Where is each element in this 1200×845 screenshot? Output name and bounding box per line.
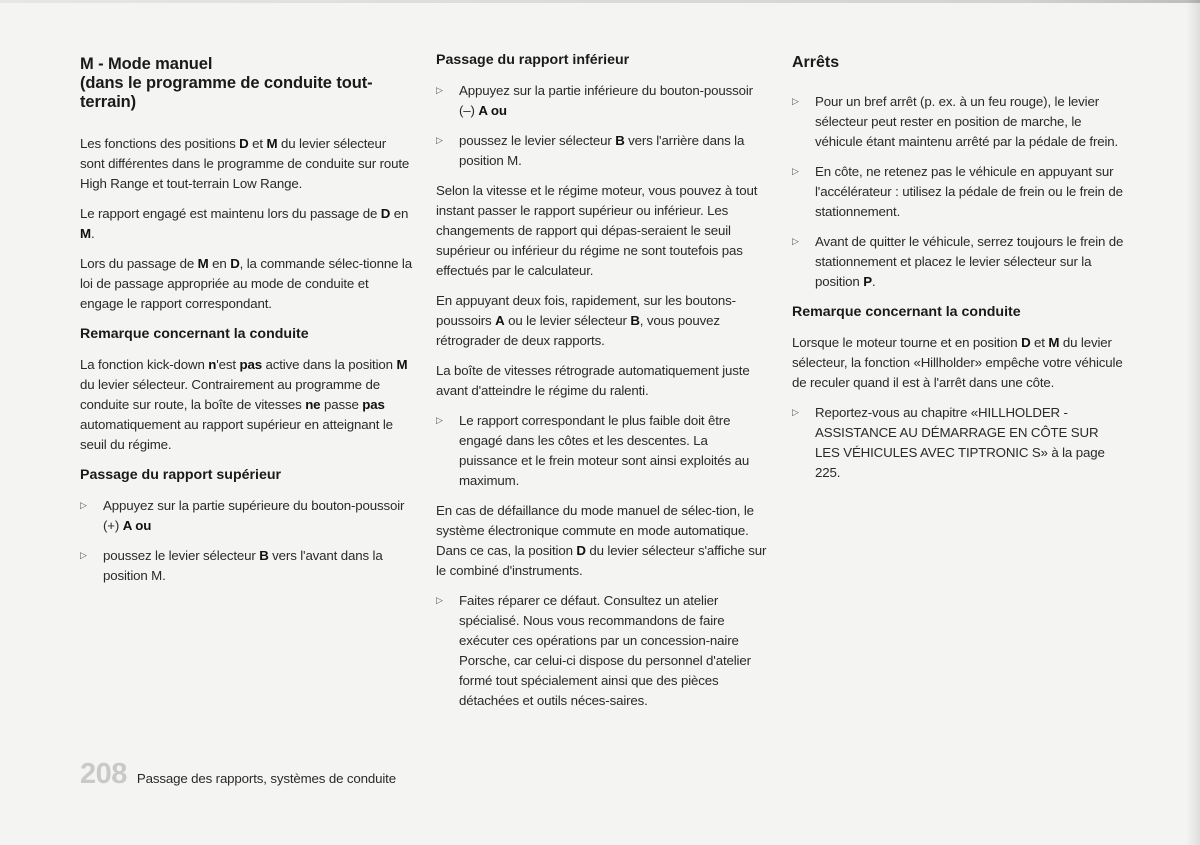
bullet-item: ▷ En côte, ne retenez pas le véhicule en appuyant sur l'accélérateur : utilisez la pédale de frein ou le frein de stationnement. bbox=[792, 164, 1123, 219]
subheading-rapport-superieur: Passage du rapport supérieur bbox=[80, 467, 282, 483]
bullet-triangle-icon: ▷ bbox=[80, 550, 87, 560]
paragraph: Le rapport engagé est maintenu lors du passage de D en M. bbox=[80, 206, 409, 241]
bullet-triangle-icon: ▷ bbox=[436, 595, 443, 605]
bullet-item: ▷ Appuyez sur la partie supérieure du bouton-poussoir (+) A ou bbox=[80, 498, 405, 533]
bullet-triangle-icon: ▷ bbox=[436, 415, 443, 425]
bullet-item: ▷ Pour un bref arrêt (p. ex. à un feu rouge), le levier sélecteur peut rester en position de marche, le véhicule étant maintenu arrêté par la pédale de frein. bbox=[792, 94, 1119, 149]
bullet-item: ▷ Reportez-vous au chapitre «HILLHOLDER - ASSISTANCE AU DÉMARRAGE EN CÔTE SUR LES VÉHICULES AVEC TIPTRONIC S» à la page 225. bbox=[792, 405, 1105, 480]
paragraph: Lors du passage de M en D, la commande sélec-tionne la loi de passage appropriée au mode de conduite et engage le rapport correspondant. bbox=[80, 256, 412, 311]
column-middle bbox=[436, 50, 769, 721]
paragraph: En appuyant deux fois, rapidement, sur les boutons-poussoirs A ou le levier sélecteur B, vous pouvez rétrograder de deux rapports. bbox=[436, 293, 736, 348]
section-title-arrets: Arrêts bbox=[792, 54, 840, 71]
subheading-remarque: Remarque concernant la conduite bbox=[792, 304, 1021, 320]
bullet-item: ▷ Avant de quitter le véhicule, serrez toujours le frein de stationnement et placez le levier sélecteur sur la position P. bbox=[792, 234, 1124, 289]
page-top-edge bbox=[0, 0, 1200, 3]
bullet-item: ▷ Faites réparer ce défaut. Consultez un atelier spécialisé. Nous vous recommandons de faire exécuter ces opérations par un concession-naire Porsche, car celui-ci dispose du personnel d'atelier formé tout spécialement ainsi que des pièces détachées et outils néces-saires. bbox=[436, 593, 751, 708]
bullet-triangle-icon: ▷ bbox=[436, 135, 443, 145]
column-left bbox=[80, 50, 412, 596]
subheading-rapport-inferieur: Passage du rapport inférieur bbox=[436, 52, 630, 68]
paragraph: Selon la vitesse et le régime moteur, vous pouvez à tout instant passer le rapport supérieur ou inférieur. Les changements de rapport qui dépas-seraient le seuil supérieur ou inférieur du régime ne sont toutefois pas effectués par le calculateur. bbox=[436, 183, 758, 278]
bullet-triangle-icon: ▷ bbox=[436, 85, 443, 95]
bullet-item: ▷ Appuyez sur la partie inférieure du bouton-poussoir (–) A ou bbox=[436, 83, 753, 118]
bullet-item: ▷ Le rapport correspondant le plus faible doit être engagé dans les côtes et les descentes. La puissance et le frein moteur sont ainsi exploités au maximum. bbox=[436, 413, 750, 488]
paragraph: Les fonctions des positions D et M du levier sélecteur sont différentes dans le programme de conduite sur route High Range et tout-terrain Low Range. bbox=[80, 136, 410, 191]
paragraph: La fonction kick-down n'est pas active dans la position M du levier sélecteur. Contrairement au programme de conduite sur route, la boîte de vitesses ne passe pas automatiquement au rapport supérieur en atteignant le seuil du régime. bbox=[80, 357, 408, 452]
bullet-triangle-icon: ▷ bbox=[792, 166, 799, 176]
footer-section-title: Passage des rapports, systèmes de conduite bbox=[136, 771, 396, 786]
bullet-triangle-icon: ▷ bbox=[792, 407, 799, 417]
paragraph: La boîte de vitesses rétrograde automatiquement juste avant d'atteindre le régime du ralenti. bbox=[436, 363, 750, 398]
page-binding-shadow bbox=[1186, 0, 1200, 845]
paragraph: En cas de défaillance du mode manuel de sélec-tion, le système électronique commute en mode automatique. Dans ce cas, la position D du levier sélecteur s'affiche sur le combiné d'instruments. bbox=[436, 503, 767, 578]
bullet-triangle-icon: ▷ bbox=[80, 500, 87, 510]
subheading-remarque: Remarque concernant la conduite bbox=[80, 326, 309, 342]
bullet-triangle-icon: ▷ bbox=[792, 96, 799, 106]
bullet-item: ▷ poussez le levier sélecteur B vers l'arrière dans la position M. bbox=[436, 133, 745, 168]
section-title: M - Mode manuel (dans le programme de conduite tout- terrain) bbox=[80, 55, 373, 111]
bullet-triangle-icon: ▷ bbox=[792, 236, 799, 246]
page-footer bbox=[80, 758, 396, 791]
page-number: 208 bbox=[80, 758, 127, 790]
bullet-item: ▷ poussez le levier sélecteur B vers l'avant dans la position M. bbox=[80, 548, 383, 583]
paragraph: Lorsque le moteur tourne et en position D et M du levier sélecteur, la fonction «Hillholder» empêche votre véhicule de reculer quand il est à l'arrêt dans une côte. bbox=[792, 335, 1123, 390]
column-right bbox=[792, 50, 1125, 493]
